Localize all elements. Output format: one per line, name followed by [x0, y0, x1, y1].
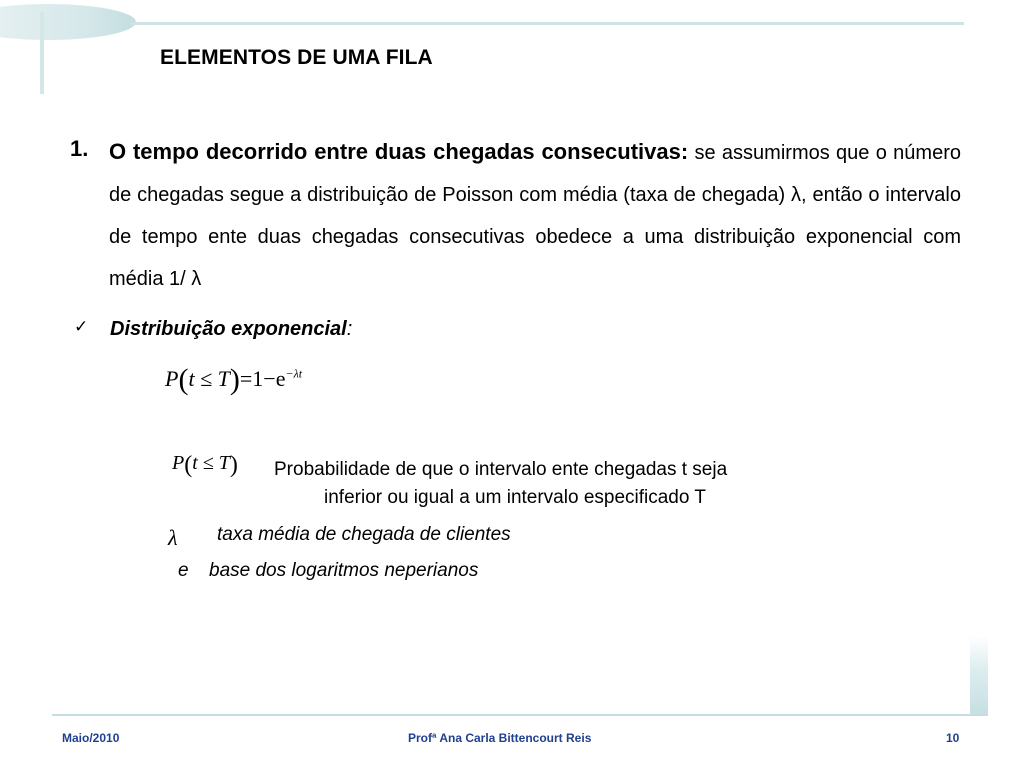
probability-definition — [274, 456, 872, 512]
item-body-text: se assumirmos que o número de chegadas segue a distribuição de Poisson com média (taxa de chegada) λ, então o intervalo de tempo ente duas chegadas consecutivas obedece a uma distribuição exponencial com média 1/ λ — [109, 142, 961, 290]
header-rule — [130, 22, 964, 25]
lambda-definition: taxa média de chegada de clientes — [217, 524, 511, 545]
probability-line-2: inferior ou igual a um intervalo especificado T — [324, 487, 706, 508]
left-accent-bar — [40, 12, 44, 94]
item-paragraph — [109, 131, 961, 300]
e-definition: base dos logaritmos neperianos — [209, 560, 479, 581]
distribution-label-colon: : — [346, 318, 353, 340]
item-lead-text: O tempo decorrido entre duas chegadas consecutivas: — [109, 139, 689, 164]
prob-symbol-arg: t ≤ T — [192, 452, 230, 474]
item-number: 1. — [70, 136, 89, 161]
footer-page-number: 10 — [946, 731, 960, 745]
footer-author: Profª Ana Carla Bittencourt Reis — [408, 731, 592, 745]
exponential-formula: $P(t \le T)=1-e^{-\lambda t}$ — [165, 363, 303, 396]
prob-symbol-p: P — [172, 452, 185, 474]
formula-arg: t ≤ T — [188, 366, 230, 391]
formula-p: P — [165, 366, 179, 391]
distribution-label — [110, 318, 352, 341]
probability-symbol: P(t ≤ T) — [172, 452, 238, 478]
slide-title: ELEMENTOS DE UMA FILA — [160, 46, 433, 69]
formula-rhs: =1−e — [239, 366, 286, 391]
check-icon: ✓ — [74, 317, 89, 336]
lambda-symbol: λ — [168, 525, 178, 550]
footer-rule — [52, 714, 988, 716]
header-ellipse-decoration — [0, 4, 136, 40]
probability-line-1: Probabilidade de que o intervalo ente chegadas t seja — [274, 459, 728, 480]
distribution-label-text: Distribuição exponencial — [110, 318, 347, 340]
footer-date: Maio/2010 — [62, 731, 120, 745]
formula-exponent: −λt — [285, 366, 303, 381]
e-symbol: e — [178, 560, 189, 581]
right-accent-bar — [970, 636, 988, 716]
